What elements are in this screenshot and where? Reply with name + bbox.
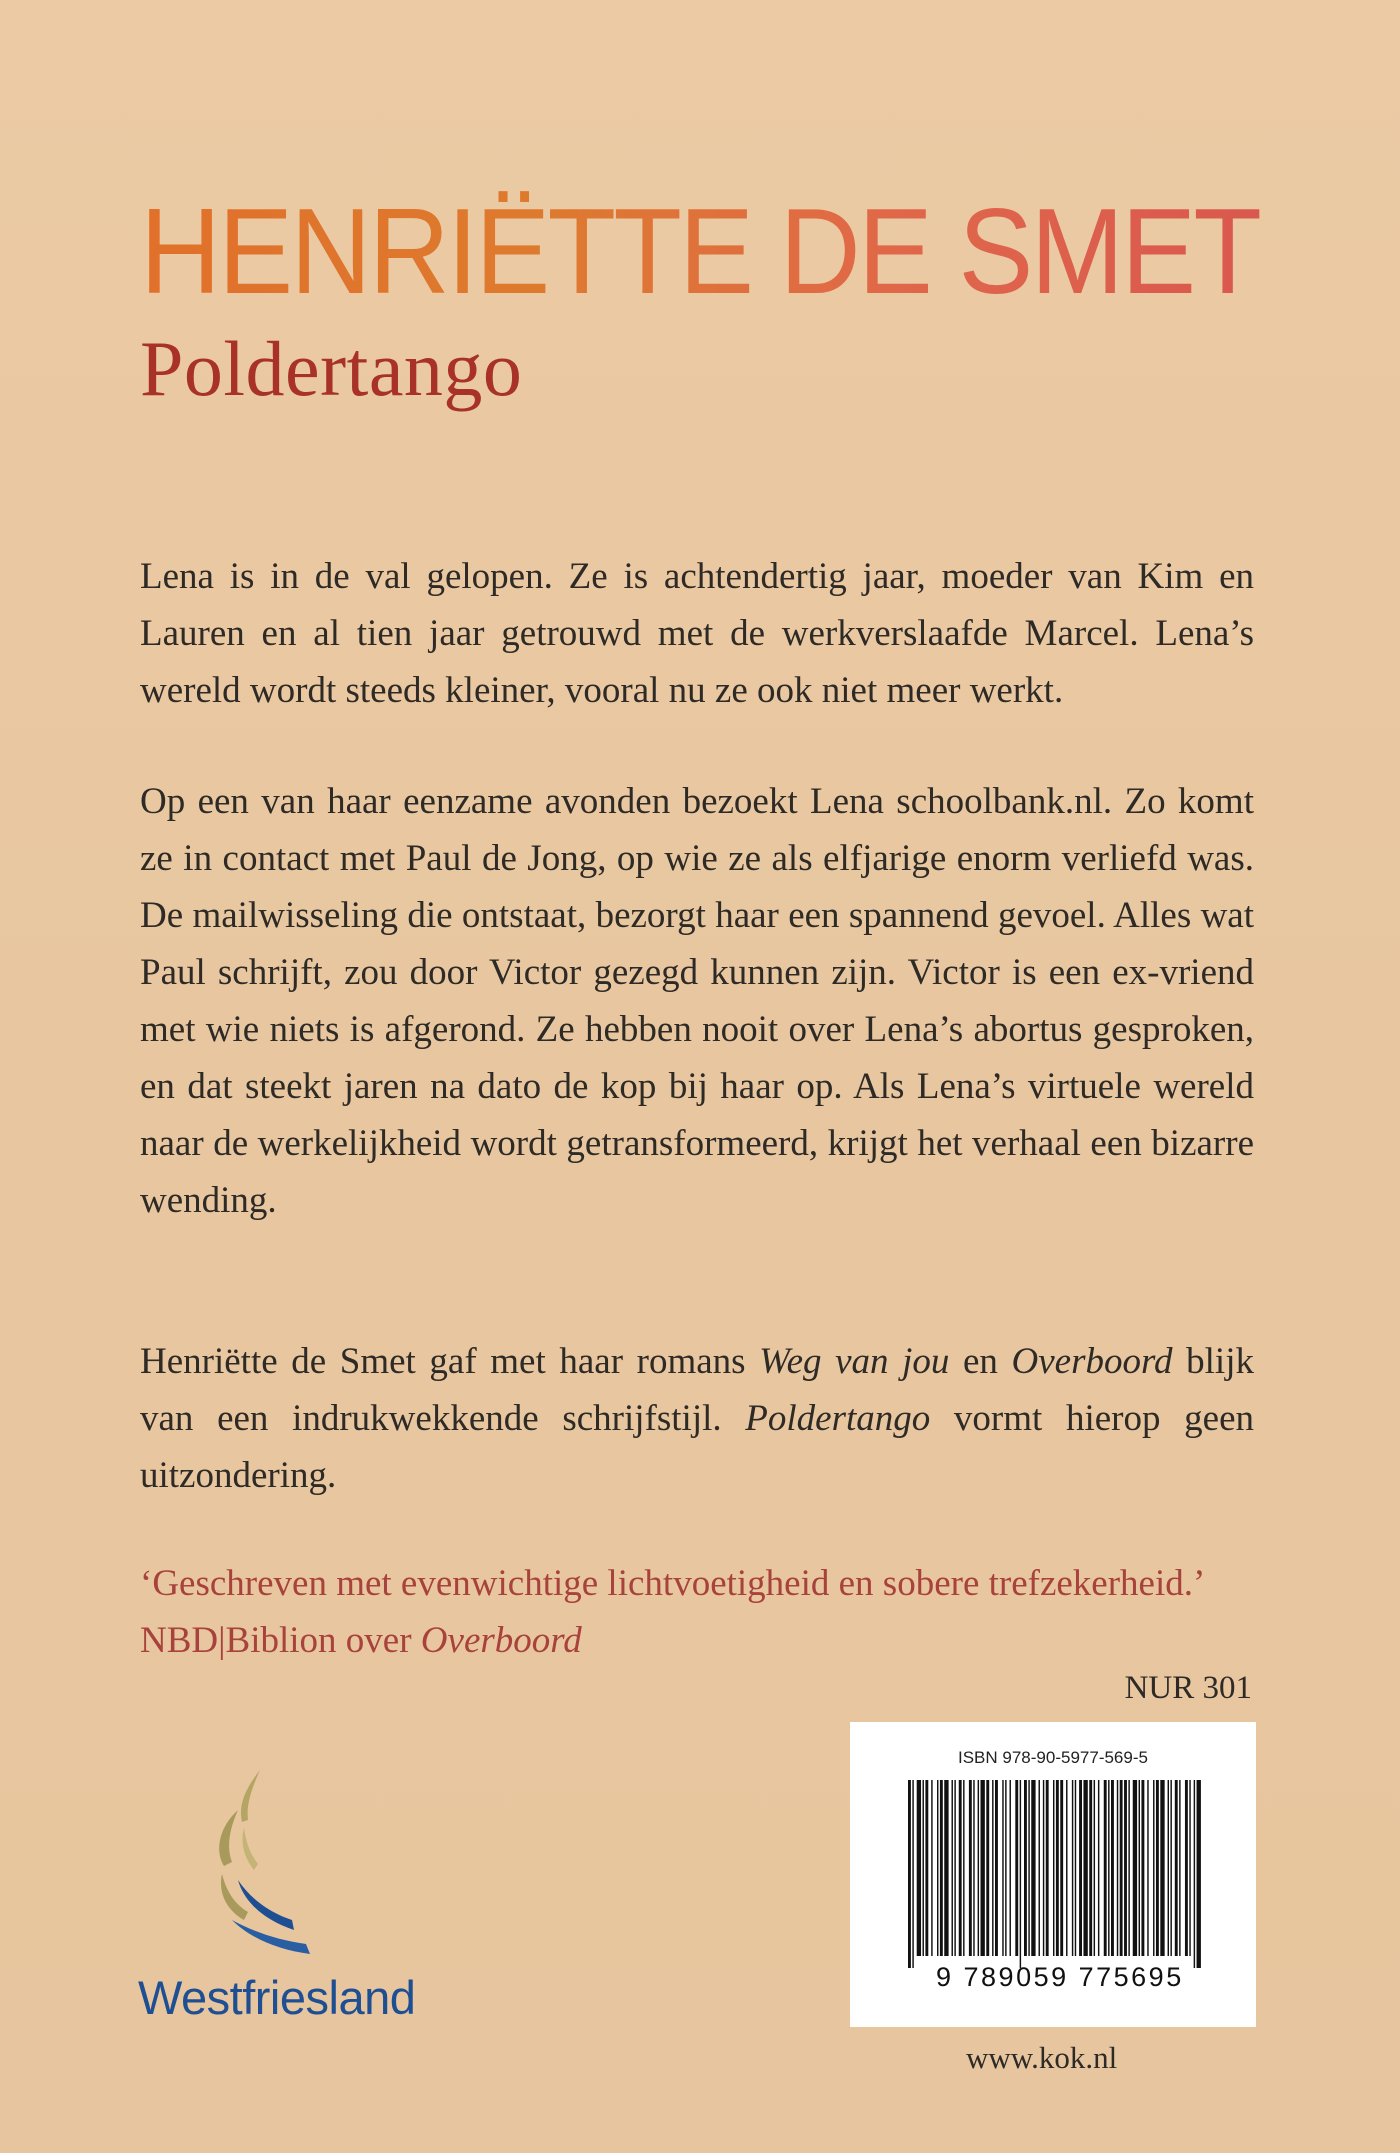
publisher-website: www.kok.nl xyxy=(966,2040,1118,2075)
blurb-text: Henriëtte de Smet gaf met haar romans xyxy=(140,1341,760,1382)
barcode-bar xyxy=(1024,1780,1027,1956)
barcode-bar xyxy=(1010,1780,1011,1956)
barcode-bar xyxy=(981,1780,985,1956)
barcode-bar xyxy=(1175,1780,1178,1956)
barcode-bar xyxy=(978,1780,979,1956)
barcode-bar xyxy=(1179,1780,1180,1956)
barcode-bar xyxy=(952,1780,953,1956)
isbn-label: ISBN 978-90-5977-569-5 xyxy=(958,1748,1148,1767)
author-name: HENRIËTTE DE SMET xyxy=(140,183,1260,319)
barcode-bar xyxy=(917,1780,921,1956)
barcode-bar xyxy=(1005,1780,1006,1956)
barcode-bar xyxy=(986,1780,989,1956)
barcode-bar xyxy=(1020,1780,1021,1968)
book-title-weg-van-jou: Weg van jou xyxy=(759,1341,950,1382)
barcode-bar xyxy=(1194,1780,1195,1968)
review-book-title: Overboord xyxy=(420,1620,582,1661)
barcode-bar xyxy=(1133,1780,1137,1956)
publisher-logo xyxy=(138,1770,448,2040)
barcode-bar xyxy=(1039,1780,1040,1956)
publisher-name: Westfriesland xyxy=(138,1971,416,2024)
barcode-bar xyxy=(959,1780,962,1956)
barcode-bar xyxy=(969,1780,972,1956)
barcode-bar xyxy=(1128,1780,1129,1956)
barcode-bar xyxy=(1043,1780,1044,1956)
barcode-bar xyxy=(1139,1780,1140,1956)
barcode-bar xyxy=(1072,1780,1073,1956)
barcode-bar xyxy=(1111,1780,1114,1956)
nur-code: NUR 301 xyxy=(1124,1670,1252,1706)
barcode-bar xyxy=(1031,1780,1035,1956)
book-title-poldertango: Poldertango xyxy=(745,1398,931,1439)
barcode-bar xyxy=(1197,1780,1201,1968)
barcode-bar xyxy=(1094,1780,1095,1956)
barcode-bar xyxy=(1079,1780,1082,1956)
barcode-bar xyxy=(944,1780,948,1956)
barcode-bar xyxy=(1098,1780,1099,1956)
barcode-bar xyxy=(1117,1780,1118,1956)
barcode-bar xyxy=(1053,1780,1054,1956)
barcode-bar xyxy=(937,1780,938,1956)
barcode-bar xyxy=(1066,1780,1067,1956)
barcode-bar xyxy=(1046,1780,1049,1956)
barcode-bar xyxy=(1075,1780,1076,1956)
barcode-bar xyxy=(923,1780,924,1956)
barcode-bar xyxy=(1124,1780,1127,1956)
barcode-digits: 9 789059 775695 xyxy=(936,1962,1184,1992)
barcode-bar xyxy=(1056,1780,1059,1956)
review-text: ‘Geschreven met evenwichtige lichtvoetigheid en sobere trefzekerheid.’ NBD|Biblion over xyxy=(140,1563,1203,1661)
barcode-bar xyxy=(912,1780,913,1968)
barcode-bar xyxy=(908,1780,911,1968)
book-title: Poldertango xyxy=(140,325,523,412)
barcode-bar xyxy=(1002,1780,1003,1956)
barcode-bar xyxy=(931,1780,932,1956)
barcode-bar xyxy=(1104,1780,1107,1956)
blurb-text: blijk van een indrukwekkende schrijfstijl. xyxy=(140,1341,1254,1439)
barcode-bar xyxy=(954,1780,955,1956)
westfriesland-logo-icon xyxy=(198,1770,328,1970)
barcode-bar xyxy=(1120,1780,1123,1956)
barcode-bar xyxy=(1168,1780,1169,1956)
barcode-bar xyxy=(940,1780,943,1956)
blurb-paragraph-1: Lena is in de val gelopen. Ze is achtendertig jaar, moeder van Kim en Lauren en al tien jaar getrouwd met de werkverslaafde Marcel. Lena’s wereld wordt steeds kleiner, vooral nu ze ook niet meer werkt. xyxy=(140,556,1254,711)
barcode-bar xyxy=(995,1780,998,1956)
barcode-panel xyxy=(850,1722,1256,2027)
blurb-text: en xyxy=(949,1341,1012,1382)
barcode-bar xyxy=(1185,1780,1188,1956)
barcode-bar xyxy=(1147,1780,1148,1956)
barcode-bar xyxy=(1153,1780,1154,1956)
book-title-overboord: Overboord xyxy=(1011,1341,1173,1382)
barcode-bar xyxy=(1108,1780,1109,1956)
blurb-paragraph-2: Op een van haar eenzame avonden bezoekt Lena schoolbank.nl. Zo komt ze in contact met Paul de Jong, op wie ze als elfjarige enorm verliefd was. De mailwisseling die ontstaat, bezorgt haar een spannend gevoel. Alles wat Paul schrijft, zou door Victor gezegd kunnen zijn. Victor is een ex-vriend met wie niets is afgerond. Ze hebben nooit over Lena’s abortus gesproken, en dat steekt jaren na dato de kop bij haar op. Als Lena’s virtuele wereld naar de werkelijkheid wordt getransformeerd, krijgt het verhaal een bizarre wending. xyxy=(140,781,1254,1221)
blurb-paragraph-3 xyxy=(140,1333,1254,1504)
barcode-bar xyxy=(1060,1780,1063,1956)
barcode-bar xyxy=(1170,1780,1171,1956)
barcode-bar xyxy=(1189,1780,1190,1956)
barcode-bar xyxy=(973,1780,974,1956)
barcode-bar xyxy=(1141,1780,1144,1956)
barcode-bar xyxy=(925,1780,928,1956)
barcode-bar xyxy=(963,1780,964,1956)
blurb-text: vormt hierop geen uitzondering. xyxy=(140,1398,1254,1496)
barcode-bar xyxy=(1089,1780,1092,1956)
barcode-bar xyxy=(1015,1780,1018,1956)
review-quote xyxy=(140,1555,1254,1669)
barcode-bar xyxy=(1156,1780,1159,1956)
barcode-bar xyxy=(1160,1780,1164,1956)
barcode-bar xyxy=(1028,1780,1029,1956)
barcode-bar xyxy=(1083,1780,1087,1956)
barcode-bar xyxy=(992,1780,993,1956)
